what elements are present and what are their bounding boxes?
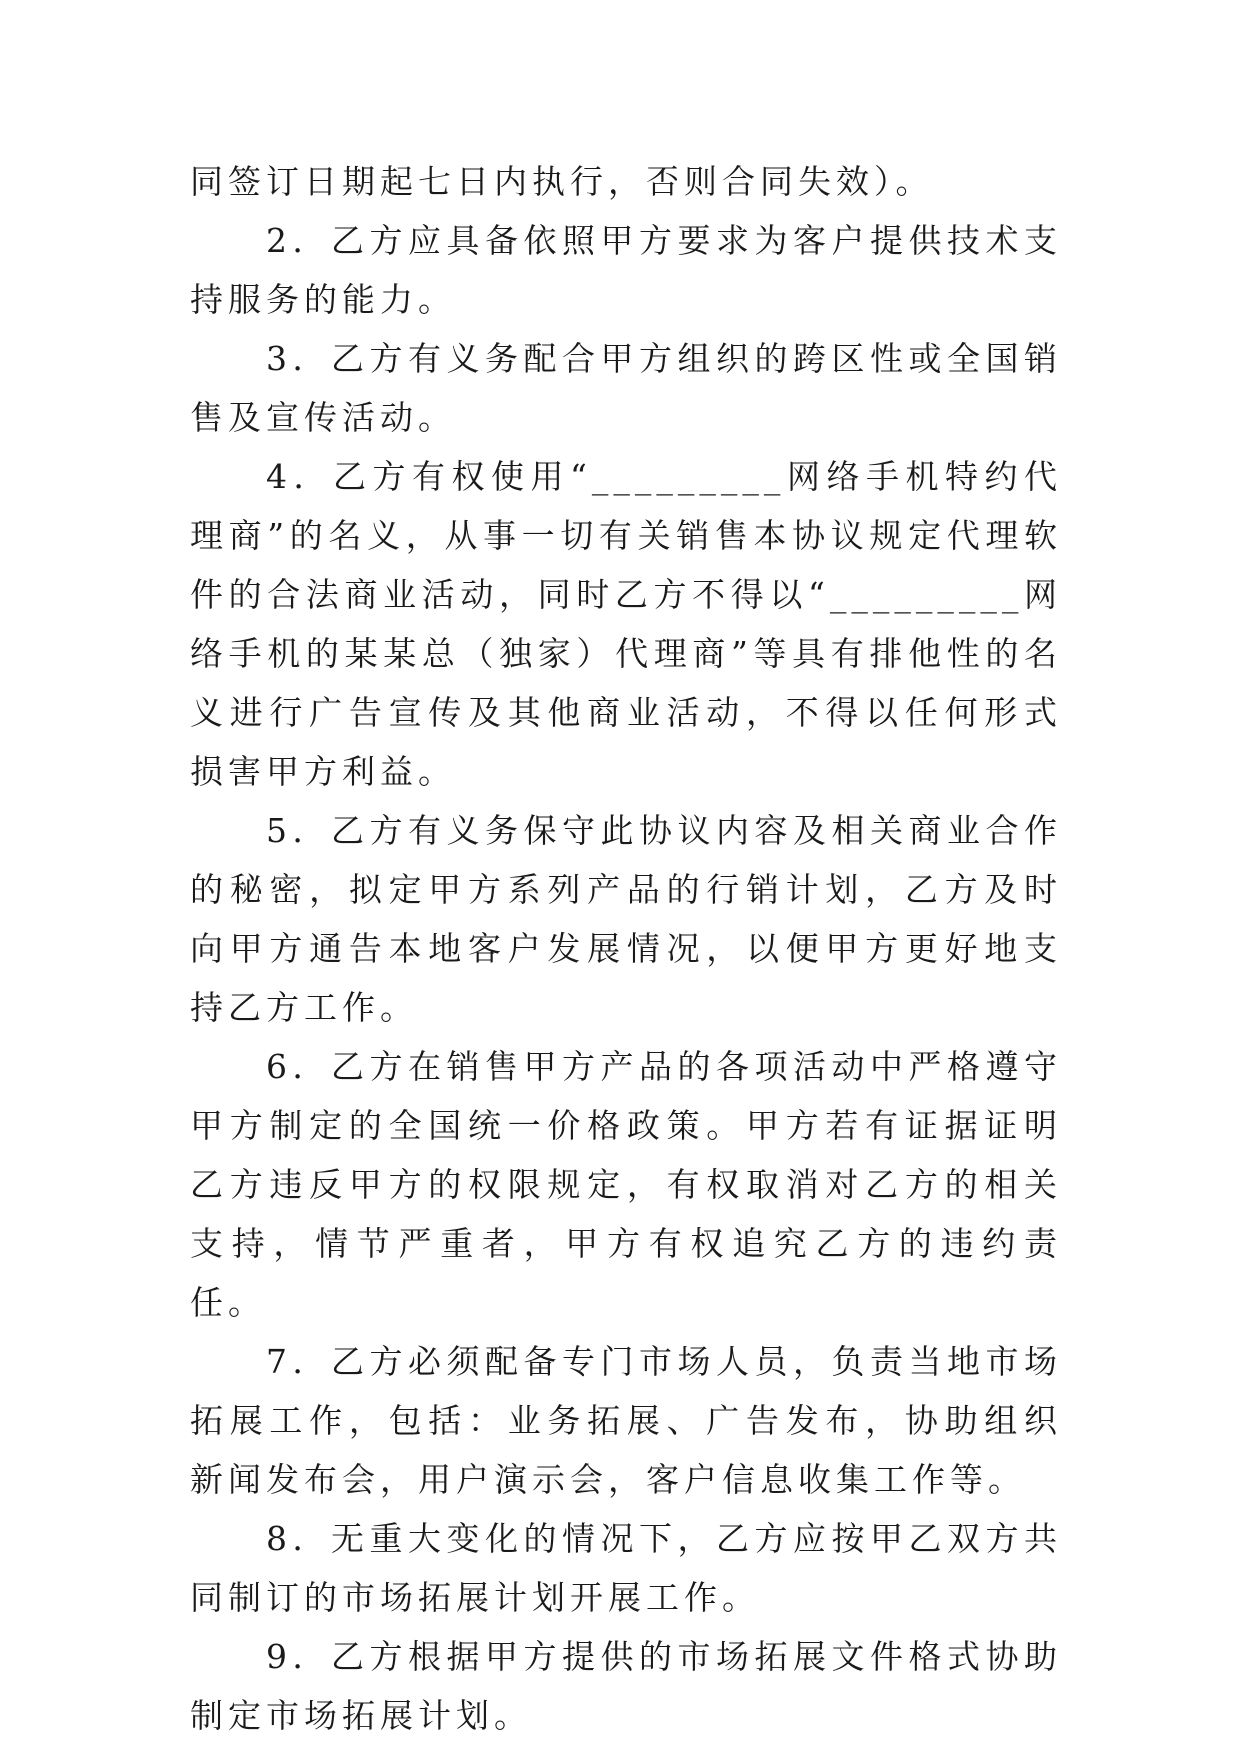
clause-2-paragraph: 2．乙方应具备依照甲方要求为客户提供技术支持服务的能力。	[190, 221, 1062, 319]
clause-7-paragraph: 7．乙方必须配备专门市场人员，负责当地市场拓展工作，包括：业务拓展、广告发布，协助组织新闻发布会，用户演示会，客户信息收集工作等。	[190, 1342, 1062, 1499]
clause-9-paragraph: 9．乙方根据甲方提供的市场拓展文件格式协助制定市场拓展计划。	[190, 1637, 1062, 1735]
paragraph-continuation: 同签订日期起七日内执行，否则合同失效）。	[190, 162, 934, 201]
document-body	[190, 152, 1062, 1745]
clause-8-paragraph: 8．无重大变化的情况下，乙方应按甲乙双方共同制订的市场拓展计划开展工作。	[190, 1519, 1062, 1617]
clause-6-paragraph: 6．乙方在销售甲方产品的各项活动中严格遵守甲方制定的全国统一价格政策。甲方若有证据证明乙方违反甲方的权限规定，有权取消对乙方的相关支持，情节严重者，甲方有权追究乙方的违约责任。	[190, 1047, 1062, 1322]
clause-3-paragraph: 3．乙方有义务配合甲方组织的跨区性或全国销售及宣传活动。	[190, 339, 1062, 437]
clause-4-paragraph: 4．乙方有权使用“_________网络手机特约代理商”的名义，从事一切有关销售本协议规定代理软件的合法商业活动，同时乙方不得以“_________网络手机的某某总（独家）代理商”等具有排他性的名义进行广告宣传及其他商业活动，不得以任何形式损害甲方利益。	[190, 457, 1062, 791]
clause-5-paragraph: 5．乙方有义务保守此协议内容及相关商业合作的秘密，拟定甲方系列产品的行销计划，乙方及时向甲方通告本地客户发展情况，以便甲方更好地支持乙方工作。	[190, 811, 1062, 1027]
